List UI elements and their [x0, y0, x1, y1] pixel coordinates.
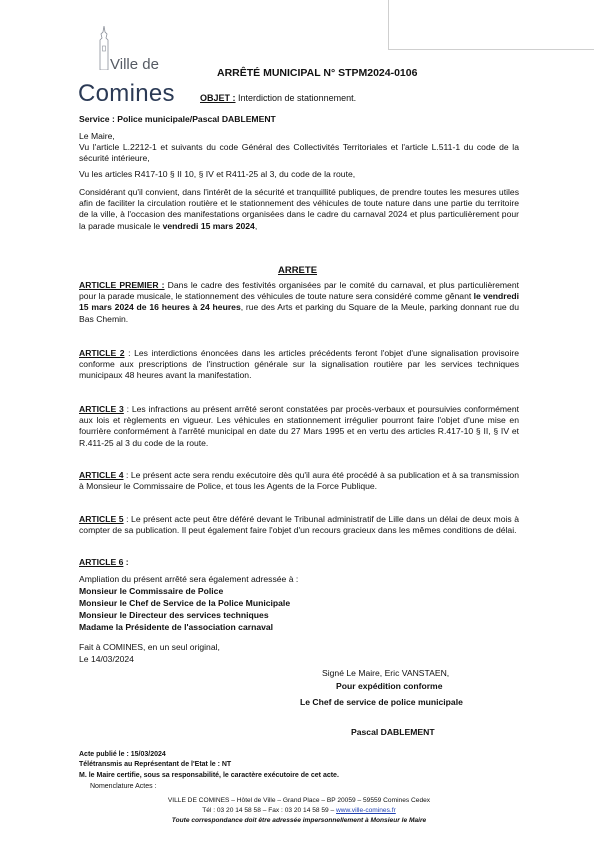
- transmission-line: Télétransmis au Représentant de l'Etat le : NT: [79, 761, 232, 768]
- article-6-label: ARTICLE 6: [79, 557, 124, 567]
- city-logo: [78, 26, 198, 110]
- signature-line-2: Pour expédition conforme: [336, 681, 443, 691]
- arrete-heading: ARRETE: [277, 265, 318, 276]
- signature-line-1: Signé Le Maire, Eric VANSTAEN,: [322, 668, 450, 678]
- article-4: [79, 470, 519, 492]
- article-5: [79, 514, 519, 536]
- website-link[interactable]: www.ville-comines.fr: [336, 807, 396, 814]
- vu-paragraph-1: Vu l'article L.2212-1 et suivants du code Général des Collectivités Territoriales et l'article L.511-1 du code de la sécurité intérieure,: [79, 142, 519, 164]
- fait-a: Fait à COMINES, en un seul original,: [79, 642, 220, 652]
- logo-ville-de: Ville de: [110, 56, 159, 73]
- article-2-label: ARTICLE 2: [79, 348, 125, 358]
- article-3-label: ARTICLE 3: [79, 404, 124, 414]
- considerant-text: Considérant qu'il convient, dans l'intérêt de la sécurité et tranquillité publiques, de prendre toutes les mesures utiles afin de faciliter la circulation routière et le stationnement des véhicules de toute nature dans une partie du territoire de la ville, à l'occasion des manifestations organisées dans le cadre du carnaval 2024 et plus particulièrement pour la parade musicale le: [79, 187, 519, 231]
- article-2: [79, 348, 519, 382]
- considerant-end: ,: [254, 220, 258, 231]
- le-maire: Le Maire,: [79, 131, 115, 141]
- article-1-text-end: , rue des Arts et parking du Square de la Meule, parking donnant rue du Bas Chemin.: [79, 302, 519, 324]
- executory-certification: M. le Maire certifie, sous sa responsabilité, le caractère exécutoire de cet acte.: [79, 772, 339, 779]
- article-5-text: : Le présent acte peut être déféré devant le Tribunal administratif de Lille dans un délai de deux mois à compter de sa publication. Il peut également faire l'objet d'un recours gracieux dans les mêmes conditions de délai.: [79, 514, 520, 536]
- stamp-box: [388, 0, 594, 50]
- objet-label: OBJET :: [200, 93, 236, 103]
- recipient-1: Monsieur le Commissaire de Police: [79, 586, 224, 596]
- article-3-text: : Les infractions au présent arrêté seront constatées par procès-verbaux et poursuivies conformément aux lois et règlements en vigueur. Les véhicules en stationnement irrégulier pourront faire l'objet d'une mise en fourrière conformément à l'arrêté municipal en date du 27 Mars 1995 et en vertu des articles R.417-10 § II, § IV et R.411-25 al 3 du code de la route.: [79, 404, 519, 448]
- objet: [200, 93, 356, 103]
- document-title: ARRÊTÉ MUNICIPAL N° STPM2024-0106: [217, 67, 418, 79]
- publication-date: Acte publié le : 15/03/2024: [79, 751, 166, 758]
- footer-correspondence-note: Toute correspondance doit être adressée impersonnellement à Monsieur le Maire: [171, 817, 427, 824]
- article-1-date: le vendredi 15 mars 2024 de 16 heures à 24 heures: [79, 291, 520, 313]
- logo-comines: Comines: [78, 80, 175, 107]
- article-1-text: Dans le cadre des festivités organisées par le comité du carnaval, et plus particulièrement pour la parade musicale, le stationnement des véhicules de toute nature sera considéré comme gênant: [79, 280, 519, 302]
- service-line: Service : Police municipale/Pascal DABLEMENT: [79, 114, 276, 124]
- considerant-date: vendredi 15 mars 2024: [162, 220, 255, 231]
- vu-paragraph-2: Vu les articles R417-10 § II 10, § IV et R411-25 al 3, du code de la route,: [79, 169, 356, 179]
- article-1-label: ARTICLE PREMIER :: [79, 280, 165, 290]
- footer-address: VILLE DE COMINES – Hôtel de Ville – Grand Place – BP 20059 – 59559 Comines Cedex: [167, 797, 431, 804]
- ampliation: Ampliation du présent arrêté sera également adressée à :: [79, 574, 299, 584]
- signatory-name: Pascal DABLEMENT: [351, 727, 435, 737]
- article-4-label: ARTICLE 4: [79, 470, 124, 480]
- article-3: [79, 404, 519, 449]
- recipient-4: Madame la Présidente de l'association carnaval: [79, 622, 274, 632]
- article-6-text: :: [123, 557, 129, 567]
- recipient-3: Monsieur le Directeur des services techniques: [79, 610, 269, 620]
- signature-line-3: Le Chef de service de police municipale: [300, 697, 463, 707]
- objet-text: Interdiction de stationnement.: [235, 93, 357, 103]
- article-4-text: : Le présent acte sera rendu exécutoire dès qu'il aura été procédé à sa publication et à sa transmission à Monsieur le Commissaire de Police, et tous les Agents de la Force Publique.: [79, 470, 519, 492]
- article-6: [79, 557, 519, 568]
- footer-contact: [79, 807, 519, 816]
- nomenclature: Nomenclature Actes :: [90, 783, 157, 790]
- article-5-label: ARTICLE 5: [79, 514, 124, 524]
- footer-phone-fax: Tél : 03 20 14 58 58 – Fax : 03 20 14 58 59 –: [202, 807, 337, 814]
- article-1: [79, 280, 519, 325]
- recipient-2: Monsieur le Chef de Service de la Police Municipale: [79, 598, 291, 608]
- date-line: Le 14/03/2024: [79, 654, 134, 664]
- considerant-paragraph: [79, 187, 519, 232]
- article-2-text: : Les interdictions énoncées dans les articles précédents feront l'objet d'une signalisation provisoire conforme aux prescriptions de l'instruction générale sur la signalisation routière par les services techniques municipaux 48 heures avant la manifestation.: [79, 348, 519, 381]
